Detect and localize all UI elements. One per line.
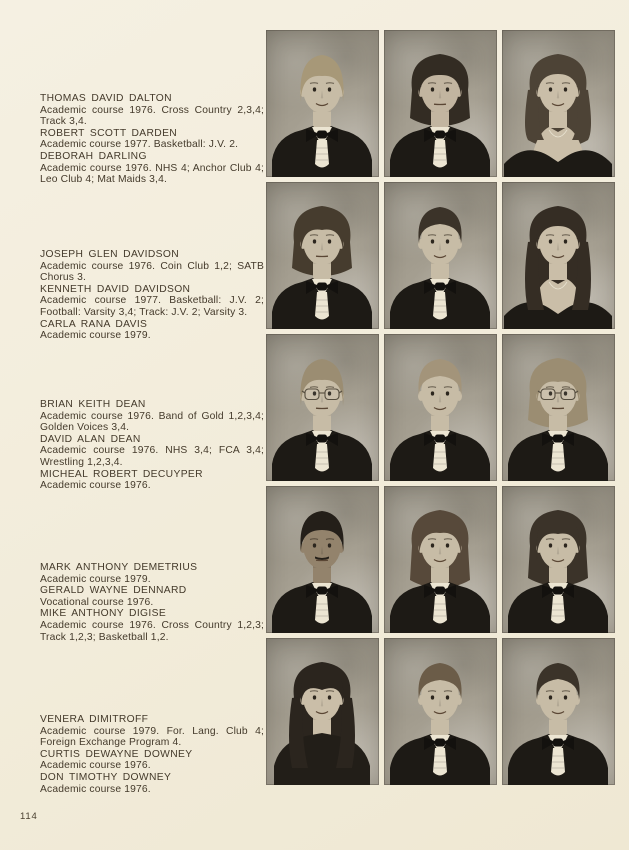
student-name: GERALD WAYNE DENNARD	[40, 585, 187, 597]
student-name: CURTIS DEWAYNE DOWNEY	[40, 748, 193, 760]
student-name: ROBERT SCOTT DARDEN	[40, 127, 178, 139]
portrait-illustration	[384, 334, 497, 481]
student-description: Academic course 1979.	[40, 573, 151, 585]
student-description: Academic course 1976. Cross Country 2,3,4; Track 3,4.	[40, 104, 264, 128]
student-name: KENNETH DAVID DAVIDSON	[40, 283, 191, 295]
student-name: VENERA DIMITROFF	[40, 714, 149, 725]
student-description: Academic course 1976. Cross Country 1,2,3; Track 1,2,3; Basketball 1,2.	[40, 619, 264, 643]
student-name: MICHEAL ROBERT DECUYPER	[40, 468, 203, 480]
student-name: CARLA RANA DAVIS	[40, 318, 148, 330]
portrait-illustration	[502, 638, 615, 785]
portrait-illustration	[502, 486, 615, 633]
student-description: Vocational course 1976.	[40, 596, 154, 608]
entry-block	[40, 249, 264, 342]
student-description: Academic course 1979. For. Lang. Club 4; Foreign Exchange Program 4.	[40, 725, 264, 749]
portrait-illustration	[266, 182, 379, 329]
student-description: Academic course 1976.	[40, 760, 151, 772]
student-name: JOSEPH GLEN DAVIDSON	[40, 249, 179, 260]
student-description: Academic course 1976.	[40, 480, 151, 492]
portrait-photo	[384, 638, 497, 785]
student-description: Academic course 1979.	[40, 330, 151, 342]
portrait-illustration	[384, 30, 497, 177]
portrait-photo	[502, 30, 615, 177]
student-name: DON TIMOTHY DOWNEY	[40, 771, 172, 783]
portrait-photo	[502, 638, 615, 785]
portrait-photo	[266, 486, 379, 633]
portrait-photo	[502, 486, 615, 633]
student-name: MARK ANTHONY DEMETRIUS	[40, 562, 198, 573]
student-description: Academic course 1976. Band of Gold 1,2,3,4; Golden Voices 3,4.	[40, 410, 264, 434]
portrait-illustration	[384, 182, 497, 329]
portrait-illustration	[384, 486, 497, 633]
student-description: Academic course 1977. Basketball: J.V. 2; Football: Varsity 3,4; Track: J.V. 2; Varsity 3.	[40, 295, 264, 318]
student-name: MIKE ANTHONY DIGISE	[40, 608, 167, 620]
portrait-illustration	[266, 334, 379, 481]
portrait-photo	[266, 30, 379, 177]
student-description: Academic course 1976. Coin Club 1,2; SATB Chorus 3.	[40, 260, 264, 284]
portrait-photo	[502, 182, 615, 329]
portrait-photo	[266, 334, 379, 481]
student-name: BRIAN KEITH DEAN	[40, 399, 146, 410]
portrait-illustration	[266, 638, 379, 785]
student-name: THOMAS DAVID DALTON	[40, 93, 172, 104]
student-description: Academic course 1976.	[40, 783, 151, 795]
portrait-photo	[502, 334, 615, 481]
portrait-photo	[384, 334, 497, 481]
student-name: DAVID ALAN DEAN	[40, 433, 141, 445]
student-description: Academic course 1976. NHS 3,4; FCA 3,4; Wrestling 1,2,3,4.	[40, 445, 264, 468]
entry-block	[40, 714, 264, 795]
entry-column	[0, 0, 266, 850]
portrait-illustration	[266, 486, 379, 633]
portrait-photo	[384, 30, 497, 177]
photo-grid	[266, 30, 615, 785]
portrait-photo	[384, 486, 497, 633]
page-number: 114	[20, 811, 38, 822]
entry-block	[40, 399, 264, 492]
portrait-illustration	[266, 30, 379, 177]
portrait-illustration	[502, 334, 615, 481]
entry-block	[40, 93, 264, 186]
student-description: Academic course 1976. NHS 4; Anchor Club 4; Leo Club 4; Mat Maids 3,4.	[40, 162, 264, 186]
portrait-illustration	[502, 182, 615, 329]
entry-block	[40, 562, 264, 643]
portrait-illustration	[502, 30, 615, 177]
portrait-photo	[266, 182, 379, 329]
portrait-illustration	[384, 638, 497, 785]
student-description: Academic course 1977. Basketball: J.V. 2.	[40, 139, 239, 151]
portrait-photo	[266, 638, 379, 785]
student-name: DEBORAH DARLING	[40, 150, 147, 162]
portrait-photo	[384, 182, 497, 329]
